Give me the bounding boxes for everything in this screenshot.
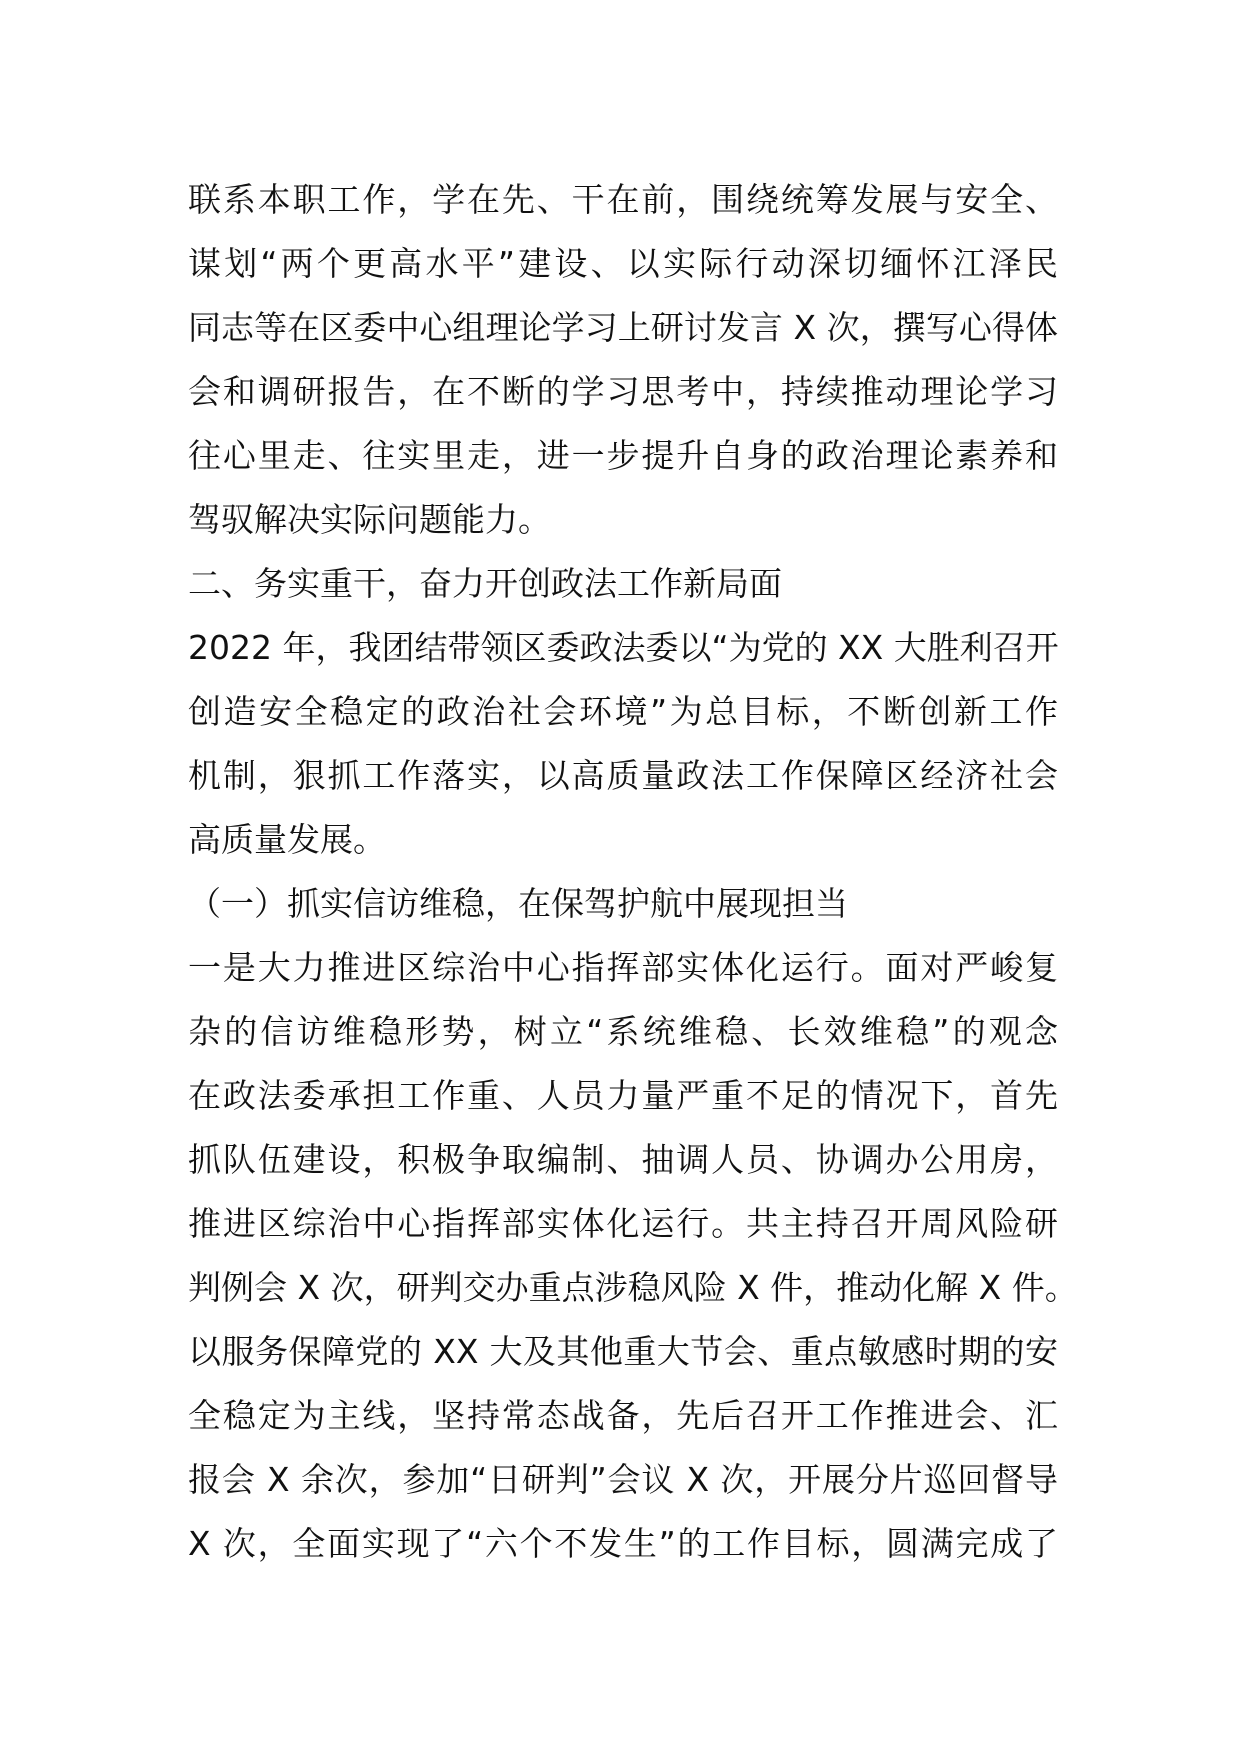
body-text-line: 驾驭解决实际问题能力。 bbox=[188, 500, 551, 539]
body-text-line: 在政法委承担工作重、人员力量严重不足的情况下，首先 bbox=[188, 1076, 1058, 1115]
body-text-line: 推进区综治中心指挥部实体化运行。共主持召开周风险研 bbox=[188, 1204, 1058, 1243]
section-heading: 二、务实重干，奋力开创政法工作新局面 bbox=[188, 564, 782, 603]
body-text-line: 谋划“两个更高水平”建设、以实际行动深切缅怀江泽民 bbox=[188, 244, 1058, 283]
body-text-line: 以服务保障党的 XX 大及其他重大节会、重点敏感时期的安 bbox=[188, 1332, 1058, 1371]
body-text-line: 一是大力推进区综治中心指挥部实体化运行。面对严峻复 bbox=[188, 948, 1058, 987]
document-page bbox=[188, 168, 1078, 1576]
body-text-line: 会和调研报告，在不断的学习思考中，持续推动理论学习 bbox=[188, 372, 1058, 411]
body-text-line: 2022 年，我团结带领区委政法委以“为党的 XX 大胜利召开 bbox=[188, 628, 1059, 667]
body-text-line: 往心里走、往实里走，进一步提升自身的政治理论素养和 bbox=[188, 436, 1058, 475]
subsection-heading: （一）抓实信访维稳，在保驾护航中展现担当 bbox=[188, 884, 848, 923]
body-text-line: 联系本职工作，学在先、干在前，围绕统筹发展与安全、 bbox=[188, 180, 1058, 219]
body-text-line: 高质量发展。 bbox=[188, 820, 386, 859]
body-text-line: 全稳定为主线，坚持常态战备，先后召开工作推进会、汇 bbox=[188, 1396, 1058, 1435]
body-text-line: 抓队伍建设，积极争取编制、抽调人员、协调办公用房， bbox=[188, 1140, 1058, 1179]
body-text-line: 同志等在区委中心组理论学习上研讨发言 X 次，撰写心得体 bbox=[188, 308, 1058, 347]
body-text-line: 创造安全稳定的政治社会环境”为总目标，不断创新工作 bbox=[188, 692, 1058, 731]
body-text-line: X 次，全面实现了“六个不发生”的工作目标，圆满完成了 bbox=[188, 1524, 1058, 1563]
body-text-line: 机制，狠抓工作落实，以高质量政法工作保障区经济社会 bbox=[188, 756, 1058, 795]
body-text-line: 判例会 X 次，研判交办重点涉稳风险 X 件，推动化解 X 件。 bbox=[188, 1268, 1078, 1307]
body-text-line: 报会 X 余次，参加“日研判”会议 X 次，开展分片巡回督导 bbox=[188, 1460, 1058, 1499]
body-text-line: 杂的信访维稳形势，树立“系统维稳、长效维稳”的观念 bbox=[188, 1012, 1058, 1051]
